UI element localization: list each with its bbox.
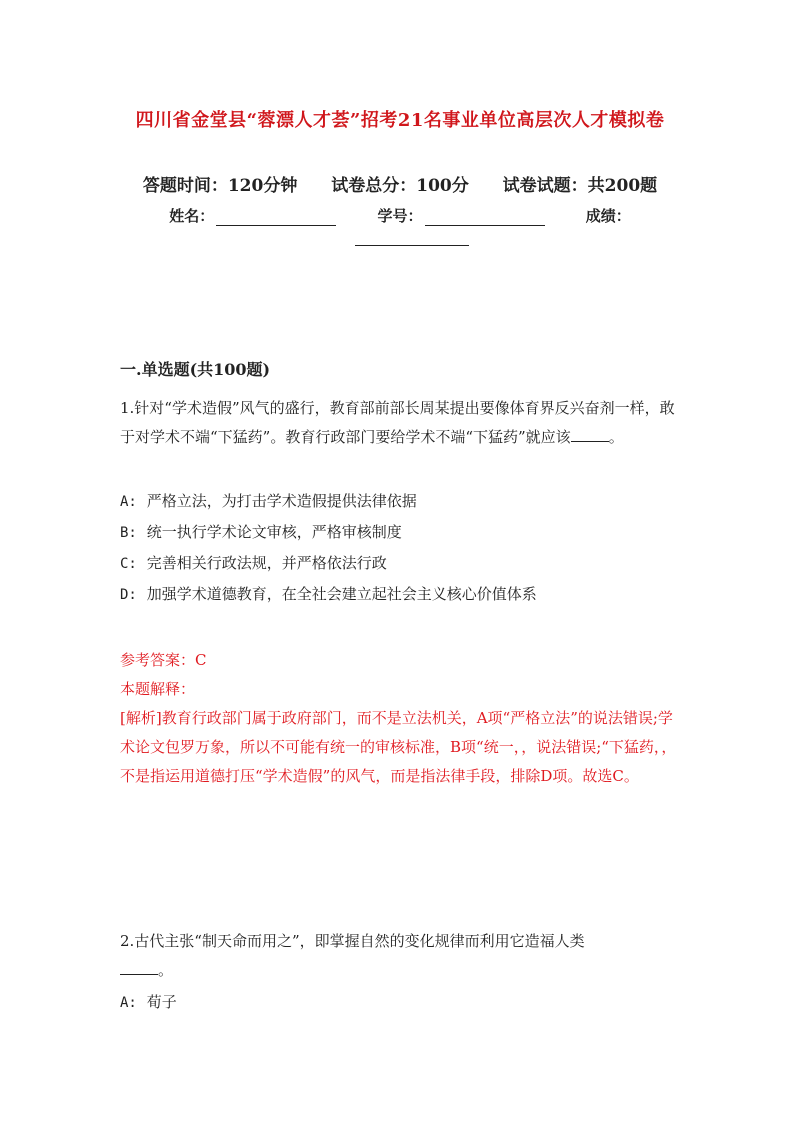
student-info-row [0, 205, 800, 226]
question-1-options [120, 486, 537, 610]
exam-title: 四川省金堂县“蓉漂人才荟”招考21名事业单位高层次人才模拟卷 [135, 110, 665, 131]
option-text: 统一执行学术论文审核，严格审核制度 [146, 523, 402, 541]
question-1-blank [571, 427, 609, 442]
id-blank[interactable] [425, 211, 545, 226]
reference-answer: 参考答案：C [120, 651, 207, 669]
option-key: A: [120, 995, 137, 1011]
question-1-end: 。 [608, 428, 624, 446]
option-key: C: [120, 556, 137, 572]
option-key: A: [120, 494, 137, 510]
option-d[interactable] [120, 579, 537, 610]
option-a[interactable] [120, 486, 537, 517]
option-c[interactable] [120, 548, 537, 579]
option-a[interactable] [120, 987, 177, 1018]
option-b[interactable] [120, 517, 537, 548]
score-label: 成绩： [585, 207, 631, 225]
score-blank[interactable] [355, 233, 469, 246]
question-1-stem [120, 394, 680, 452]
question-2-options [120, 987, 177, 1018]
exam-time: 答题时间：120分钟 [142, 176, 298, 196]
option-key: D: [120, 587, 137, 603]
section-title: 一.单选题(共100题) [120, 360, 271, 379]
question-2-text: 2.古代主张“制天命而用之”，即掌握自然的变化规律而利用它造福人类 [120, 932, 585, 950]
option-key: B: [120, 525, 137, 541]
option-text: 完善相关行政法规，并严格依法行政 [146, 554, 387, 572]
option-text: 严格立法，为打击学术造假提供法律依据 [146, 492, 417, 510]
id-label: 学号： [377, 207, 423, 225]
question-2-stem [120, 927, 680, 985]
score-field-group [586, 205, 631, 226]
explanation-heading: 本题解释： [120, 680, 196, 698]
name-field-group [169, 205, 336, 226]
option-text: 加强学术道德教育，在全社会建立起社会主义核心价值体系 [146, 585, 537, 603]
question-1-text: 1.针对“学术造假”风气的盛行，教育部前部长周某提出要像体育界反兴奋剂一样，敢于对学术不端“下猛药”。教育行政部门要给学术不端“下猛药”就应该 [120, 399, 675, 446]
name-label: 姓名： [169, 207, 215, 225]
explanation-text: [解析]教育行政部门属于政府部门，而不是立法机关，A项“严格立法”的说法错误;学术论文包罗万象，所以不可能有统一的审核标准，B项“统一，，说法错误;“下猛药，，不是指运用道德打压“学术造假”的风气，而是指法律手段，排除D项。故选C。 [120, 709, 677, 785]
question-2-blank [120, 960, 158, 975]
exam-total-score: 试卷总分：100分 [331, 176, 469, 196]
exam-question-count: 试卷试题：共200题 [502, 176, 658, 196]
name-blank[interactable] [216, 211, 336, 226]
exam-meta [0, 171, 800, 196]
question-2-end: 。 [158, 961, 174, 979]
option-text: 荀子 [146, 993, 177, 1011]
id-field-group [377, 205, 544, 226]
